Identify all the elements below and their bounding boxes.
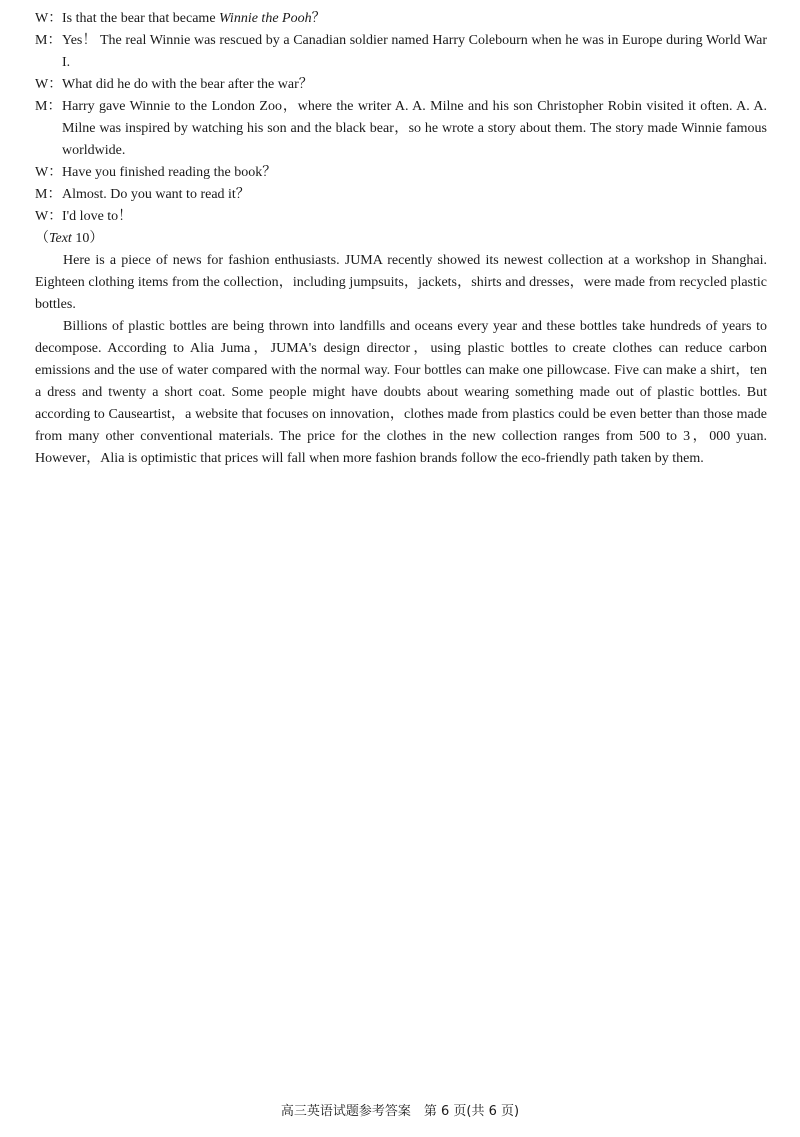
speaker-label: W： — [35, 11, 63, 26]
speaker-label: M： — [35, 99, 62, 114]
section-label-text: Text — [49, 231, 72, 246]
paragraph: Here is a piece of news for fashion enthusiasts. JUMA recently showed its newest collection at a workshop in Shanghai. Eighteen clothing items from the collection，including jumpsuits，jackets，shirts and dresses，were made from recycled plastic bottles. — [35, 253, 767, 312]
dialogue-line — [35, 30, 767, 74]
dialogue-line — [35, 206, 767, 228]
document-page — [35, 8, 767, 470]
section-number: 10 — [71, 231, 90, 246]
section-label — [35, 228, 767, 250]
utterance-text: Is that the bear that became — [62, 11, 220, 26]
utterance-punct: ？ — [311, 11, 326, 26]
dialogue-line — [35, 162, 767, 184]
paren-close: ） — [89, 231, 104, 246]
paren-open: （ — [35, 231, 49, 246]
utterance-text: What did he do with the bear after the war？ — [62, 77, 313, 92]
speaker-label: W： — [35, 77, 63, 92]
utterance-text: Almost. Do you want to read it？ — [62, 187, 250, 202]
book-title: Winnie the Pooh — [219, 11, 312, 26]
utterance-text: Harry gave Winnie to the London Zoo，where the writer A. A. Milne and his son Christopher Robin visited it often. A. A. Milne was inspired by watching his son and the black bear，so he wrote a story about them. The story made Winnie famous worldwide. — [62, 99, 767, 158]
speaker-label: M： — [35, 187, 62, 202]
utterance-text: Yes！ The real Winnie was rescued by a Canadian soldier named Harry Colebourn when he was in Europe during World War I. — [62, 33, 767, 70]
page-footer: 高三英语试题参考答案 第 6 页(共 6 页) — [280, 1104, 520, 1119]
dialogue-line — [35, 96, 767, 162]
dialogue-line — [35, 74, 767, 96]
utterance-text: I'd love to！ — [62, 209, 133, 224]
dialogue-line — [35, 8, 767, 30]
utterance-text: Have you finished reading the book？ — [62, 165, 277, 180]
speaker-label: W： — [35, 165, 63, 180]
dialogue-line — [35, 184, 767, 206]
utterance — [62, 8, 767, 30]
paragraph: Billions of plastic bottles are being thrown into landfills and oceans every year and these bottles take hundreds of years to decompose. According to Alia Juma，JUMA's design director，using plastic bottles to create clothes can reduce carbon emissions and the use of water compared with the normal way. Four bottles can make one pillowcase. Five can make a shirt，ten a dress and twenty a short coat. Some people might have doubts about wearing something made out of plastic bottles. But according to Causeartist，a website that focuses on innovation，clothes made from plastics could be even better than those made from many other conventional materials. The price for the clothes in the new collection ranges from 500 to 3，000 yuan. However，Alia is optimistic that prices will fall when more fashion brands follow the eco-friendly path taken by them. — [35, 319, 767, 466]
speaker-label: W： — [35, 209, 63, 224]
speaker-label: M： — [35, 33, 62, 48]
